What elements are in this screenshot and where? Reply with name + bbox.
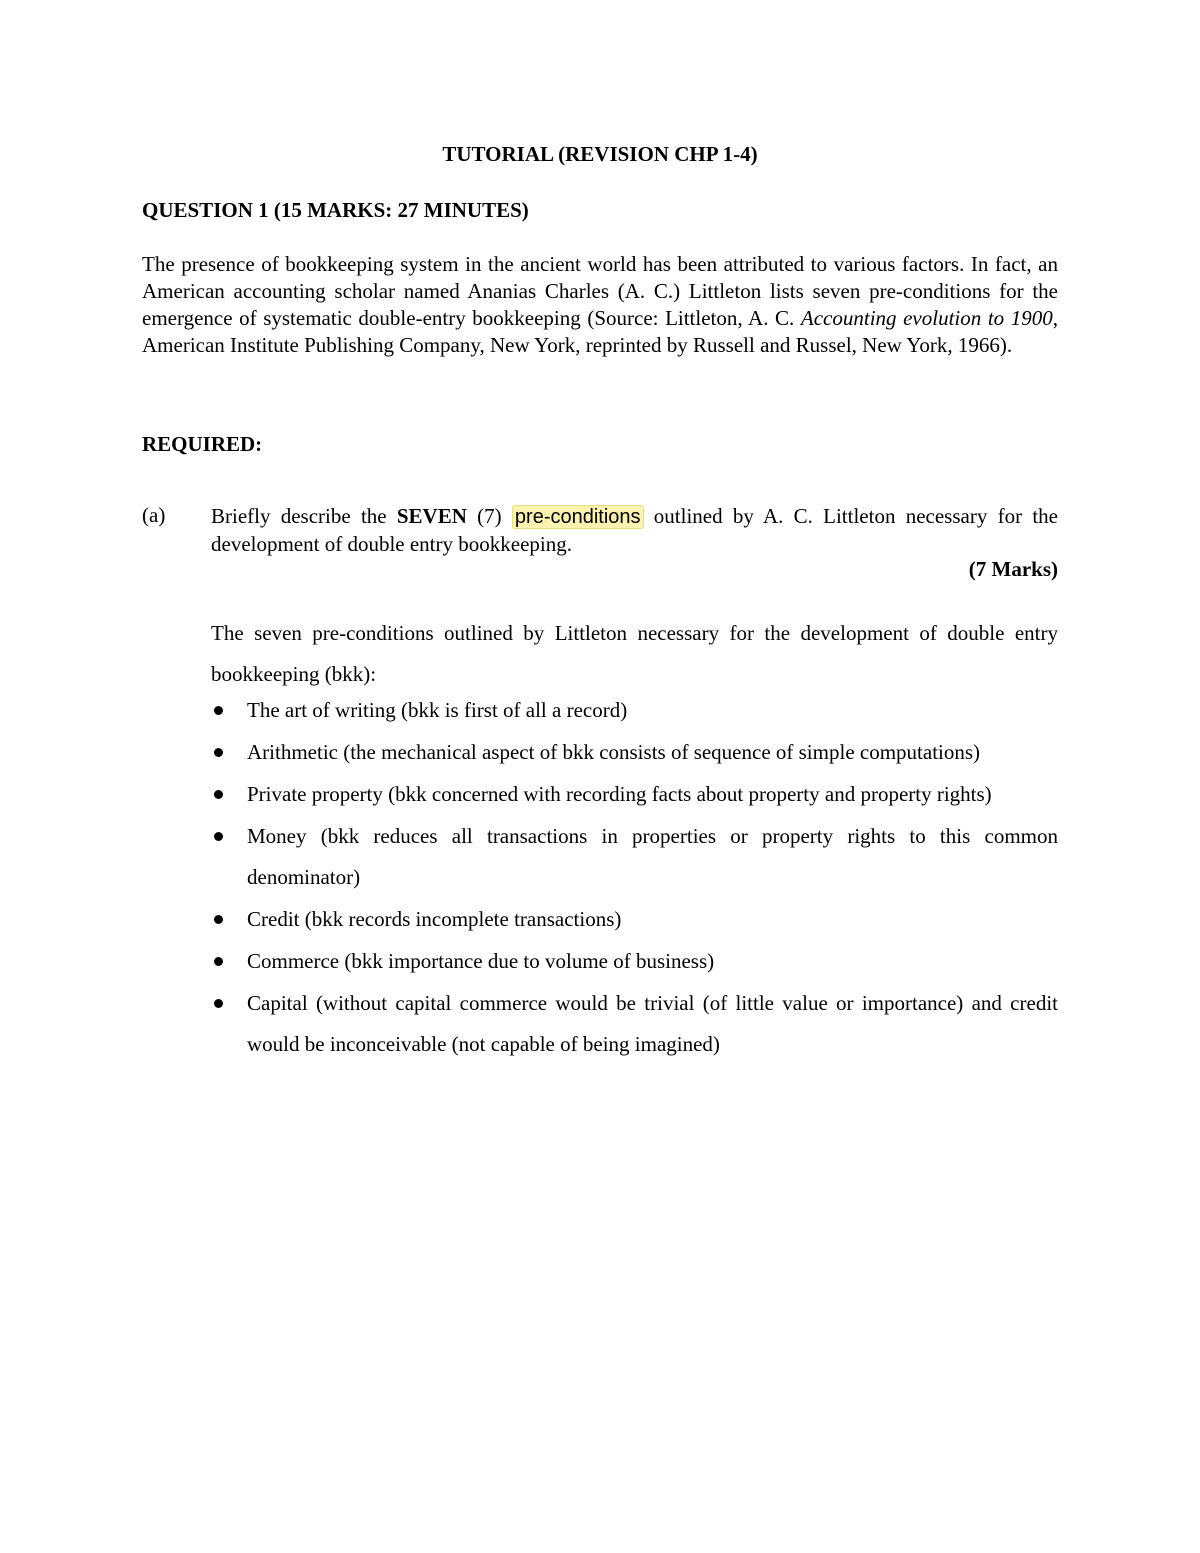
part-a-text-2: (7) [466,504,512,528]
bullet-icon [214,706,223,715]
list-item [211,732,1058,773]
part-a-text-3: outlined by A. C. Littleton necessary for the development of double entry bookkeeping. [211,504,1058,556]
intro-text-2: , American Institute Publishing Company, New York, reprinted by Russell and Russel, New York, 1966). [142,306,1058,357]
precondition-list [211,690,1058,1066]
answer-intro: The seven pre-conditions outlined by Littleton necessary for the development of double entry bookkeeping (bkk): [211,621,1058,686]
bullet-icon [214,790,223,799]
highlighted-term[interactable]: pre-conditions [512,505,644,529]
list-item-text: Commerce (bkk importance due to volume of business) [247,949,715,973]
list-item [211,816,1058,898]
list-item [211,983,1058,1065]
part-a-question [211,503,1058,558]
list-item [211,899,1058,940]
list-item [211,690,1058,731]
list-item [211,774,1058,815]
part-a-label: (a) [142,503,166,527]
intro-text-1: The presence of bookkeeping system in the ancient world has been attributed to various factors. In fact, an American accounting scholar named Ananias Charles (A. C.) Littleton lists seven pre-conditions for the emergence of systematic double-entry bookkeeping (Source: Littleton, A. C. [142,252,1058,330]
list-item-text: Credit (bkk records incomplete transactions) [247,907,622,931]
bullet-icon [214,915,223,924]
part-a-marks: (7 Marks) [968,557,1058,581]
question-heading: QUESTION 1 (15 MARKS: 27 MINUTES) [142,198,529,222]
bullet-icon [214,999,223,1008]
list-item-text: Arithmetic (the mechanical aspect of bkk consists of sequence of simple computations) [247,740,981,764]
bullet-icon [214,957,223,966]
list-item-text: Money (bkk reduces all transactions in properties or property rights to this common denominator) [247,824,1058,889]
page-title: TUTORIAL (REVISION CHP 1-4) [442,142,758,166]
bullet-icon [214,832,223,841]
list-item-text: The art of writing (bkk is first of all a record) [247,698,628,722]
intro-paragraph [142,251,1058,359]
required-heading: REQUIRED: [142,432,263,456]
list-item [211,941,1058,982]
part-a-text-1: Briefly describe the [211,504,397,528]
part-a-bold: SEVEN [396,504,467,528]
list-item-text: Private property (bkk concerned with recording facts about property and property rights) [247,782,992,806]
bullet-icon [214,748,223,757]
list-item-text: Capital (without capital commerce would be trivial (of little value or importance) and credit would be inconceivable (not capable of being imagined) [247,991,1058,1056]
intro-source-title: Accounting evolution to 1900 [800,306,1053,330]
